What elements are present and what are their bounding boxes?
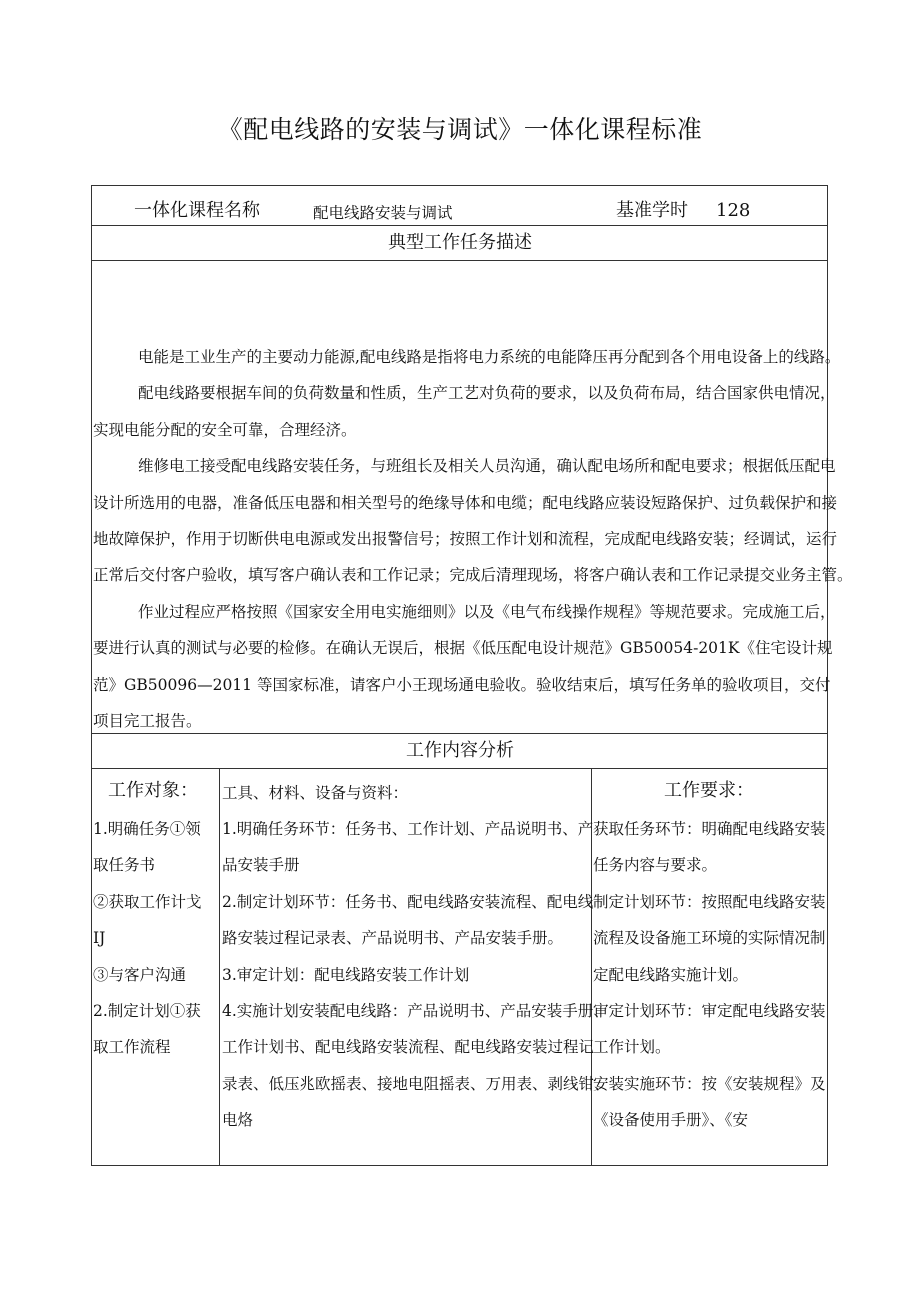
tools-line: 路安装过程记录表、产品说明书、产品安装手册。 xyxy=(222,929,564,948)
course-name-label: 一体化课程名称 xyxy=(134,200,260,221)
description-line: 设计所选用的电器，准备低压电器和相关型号的绝缘导体和电缆；配电线路应装设短路保护、过负载保护和接 xyxy=(93,493,838,512)
objects-line: 1.明确任务①领 xyxy=(93,820,201,838)
description-line: 维修电工接受配电线路安装任务，与班组长及相关人员沟通，确认配电场所和配电要求；根据低压配电 xyxy=(138,457,836,476)
requirements-line: 定配电线路实施计划。 xyxy=(593,965,749,984)
tools-line: 3.审定计划：配电线路安装工作计划 xyxy=(222,965,470,984)
description-line: 实现电能分配的安全可靠，合理经济。 xyxy=(93,420,357,439)
requirements-line: 安装实施环节：按《安装规程》及 xyxy=(593,1074,826,1093)
description-line: 配电线路要根据车间的负荷数量和性质，生产工艺对负荷的要求，以及负荷布局，结合国家供电情况， xyxy=(138,384,836,403)
tools-line: 电烙 xyxy=(222,1111,254,1130)
tools-line: 录表、低压兆欧摇表、接地电阻摇表、万用表、剥线钳、 xyxy=(222,1074,610,1093)
row-divider xyxy=(91,733,828,734)
row-divider xyxy=(91,260,828,261)
objects-line: ③与客户沟通 xyxy=(93,965,187,984)
description-line: 要进行认真的测试与必要的检修。在确认无误后，根据《低压配电设计规范》GB50054-201K《住宅设计规 xyxy=(93,639,833,658)
document-title: 《配电线路的安装与调试》一体化课程标准 xyxy=(217,115,703,144)
objects-line: 取工作流程 xyxy=(93,1038,171,1057)
requirements-line: 《设备使用手册》、《安 xyxy=(593,1111,749,1130)
description-line: 作业过程应严格按照《国家安全用电实施细则》以及《电气布线操作规程》等规范要求。完成施工后， xyxy=(138,602,836,621)
objects-line: ②获取工作计戈 xyxy=(93,892,202,911)
requirements-line: 获取任务环节：明确配电线路安装 xyxy=(593,820,826,838)
row-divider xyxy=(91,225,828,226)
typical-task-heading: 典型工作任务描述 xyxy=(388,232,532,253)
requirements-line: 流程及设备施工环境的实际情况制 xyxy=(593,929,826,948)
requirements-line: 制定计划环节：按照配电线路安装 xyxy=(593,892,826,911)
tools-heading: 工具、材料、设备与资料： xyxy=(222,784,409,802)
description-line: 地故障保护，作用于切断供电电源或发出报警信号；按照工作计划和流程，完成配电线路安装；经调试，运行 xyxy=(93,530,838,548)
tools-line: 工作计划书、配电线路安装流程、配电线路安装过程记 xyxy=(222,1038,595,1057)
tools-line: 1.明确任务环节：任务书、工作计划、产品说明书、产 xyxy=(222,820,594,838)
tools-line: 4.实施计划安装配电线路：产品说明书、产品安装手册、 xyxy=(222,1002,609,1020)
column-divider xyxy=(219,768,220,1166)
objects-line: 取任务书 xyxy=(93,856,156,875)
tools-line: 2.制定计划环节：任务书、配电线路安装流程、配电线 xyxy=(222,892,594,911)
requirements-heading: 工作要求： xyxy=(664,780,754,801)
row-divider xyxy=(91,768,828,769)
analysis-heading: 工作内容分析 xyxy=(406,740,514,761)
objects-line: IJ xyxy=(93,929,106,948)
tools-line: 品安装手册 xyxy=(222,856,300,875)
description-line: 电能是工业生产的主要动力能源,配电线路是指将电力系统的电能降压再分配到各个用电设备上的线路。 xyxy=(138,348,841,366)
hours-value: 128 xyxy=(716,200,751,221)
requirements-line: 工作计划。 xyxy=(593,1038,671,1057)
requirements-line: 审定计划环节：审定配电线路安装 xyxy=(593,1002,826,1020)
objects-line: 2.制定计划①获 xyxy=(93,1002,201,1020)
course-name-value: 配电线路安装与调试 xyxy=(313,204,453,222)
objects-heading: 工作对象： xyxy=(108,780,198,801)
hours-label: 基准学时 xyxy=(616,200,688,221)
requirements-line: 任务内容与要求。 xyxy=(593,856,718,875)
description-line: 范》GB50096—2011 等国家标准，请客户小王现场通电验收。验收结束后，填写任务单的验收项目，交付 xyxy=(93,675,831,694)
description-line: 项目完工报告。 xyxy=(93,712,202,730)
description-line: 正常后交付客户验收，填写客户确认表和工作记录；完成后清理现场，将客户确认表和工作记录提交业务主管。 xyxy=(93,566,853,585)
